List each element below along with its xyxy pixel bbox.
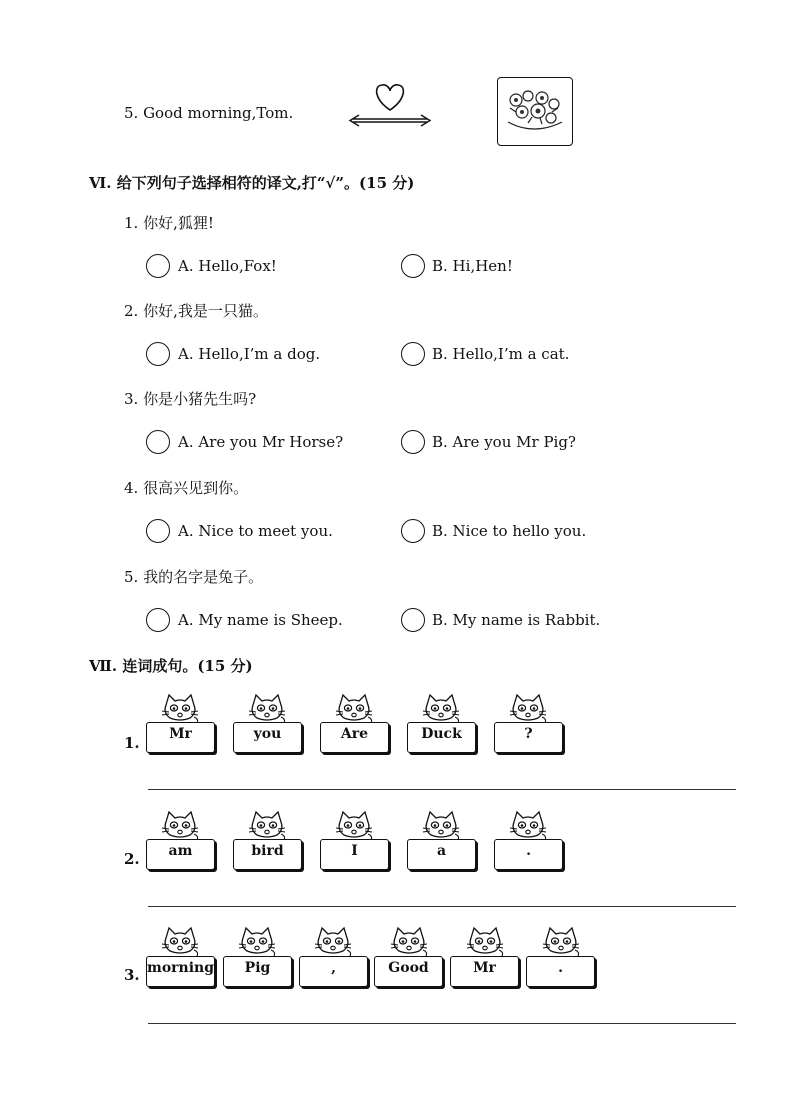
option-b: B. My name is Rabbit. — [432, 611, 601, 629]
picture-frame — [497, 77, 573, 146]
option-b: B. Nice to hello you. — [432, 522, 587, 540]
option-a: A. My name is Sheep. — [178, 611, 343, 629]
cat-icon — [160, 926, 200, 956]
option-b: B. Hello,I’m a cat. — [432, 345, 570, 363]
cat-icon — [465, 926, 505, 956]
cat-icon — [421, 810, 461, 840]
cat-icon — [508, 810, 548, 840]
answer-circle-b[interactable] — [401, 254, 425, 278]
answer-circle-b[interactable] — [401, 342, 425, 366]
answer-circle-b[interactable] — [401, 608, 425, 632]
word-card[interactable]: , — [299, 956, 368, 987]
cat-icon — [334, 810, 374, 840]
row-number: 3. — [124, 966, 140, 984]
answer-circle-a[interactable] — [146, 254, 170, 278]
word-card[interactable]: . — [494, 839, 563, 870]
option-b: B. Hi,Hen! — [432, 257, 513, 275]
option-a: A. Nice to meet you. — [178, 522, 333, 540]
flowers-picture — [498, 78, 570, 143]
answer-circle-a[interactable] — [146, 519, 170, 543]
question-prompt: 4. 很高兴见到你。 — [124, 479, 249, 497]
answer-circle-a[interactable] — [146, 430, 170, 454]
option-a: A. Are you Mr Horse? — [178, 433, 344, 451]
word-card[interactable]: . — [526, 956, 595, 987]
option-a: A. Hello,Fox! — [178, 257, 277, 275]
option-b: B. Are you Mr Pig? — [432, 433, 576, 451]
answer-circle-a[interactable] — [146, 342, 170, 366]
answer-line[interactable] — [148, 1023, 736, 1024]
answer-line[interactable] — [148, 906, 736, 907]
question-prompt: 5. 我的名字是兔子。 — [124, 568, 264, 586]
row-number: 1. — [124, 734, 140, 752]
word-card[interactable]: Duck — [407, 722, 476, 753]
section-6-heading: Ⅵ. 给下列句子选择相符的译文,打“√”。(15 分) — [89, 174, 415, 192]
word-card[interactable]: a — [407, 839, 476, 870]
word-card[interactable]: Pig — [223, 956, 292, 987]
answer-line[interactable] — [148, 789, 736, 790]
answer-circle-b[interactable] — [401, 430, 425, 454]
word-card[interactable]: bird — [233, 839, 302, 870]
answer-circle-b[interactable] — [401, 519, 425, 543]
question-prompt: 3. 你是小猪先生吗? — [124, 390, 257, 408]
cat-icon — [313, 926, 353, 956]
word-card[interactable]: am — [146, 839, 215, 870]
section-7-heading: Ⅶ. 连词成句。(15 分) — [89, 657, 253, 675]
word-card[interactable]: morning — [146, 956, 215, 987]
word-card[interactable]: Mr — [450, 956, 519, 987]
cat-icon — [421, 693, 461, 723]
cat-icon — [247, 693, 287, 723]
word-card[interactable]: I — [320, 839, 389, 870]
cat-icon — [541, 926, 581, 956]
word-card[interactable]: ? — [494, 722, 563, 753]
word-card[interactable]: you — [233, 722, 302, 753]
word-card[interactable]: Mr — [146, 722, 215, 753]
cat-icon — [247, 810, 287, 840]
option-a: A. Hello,I’m a dog. — [178, 345, 321, 363]
word-card[interactable]: Good — [374, 956, 443, 987]
question-prompt: 2. 你好,我是一只猫。 — [124, 302, 268, 320]
cat-icon — [389, 926, 429, 956]
cat-icon — [237, 926, 277, 956]
cat-icon — [334, 693, 374, 723]
cat-icon — [160, 693, 200, 723]
cat-icon — [508, 693, 548, 723]
word-card[interactable]: Are — [320, 722, 389, 753]
question-prompt: 1. 你好,狐狸! — [124, 214, 214, 232]
heart-icon — [345, 80, 435, 130]
cat-icon — [160, 810, 200, 840]
answer-circle-a[interactable] — [146, 608, 170, 632]
matching-item-5: 5. Good morning,Tom. — [124, 104, 294, 122]
row-number: 2. — [124, 850, 140, 868]
